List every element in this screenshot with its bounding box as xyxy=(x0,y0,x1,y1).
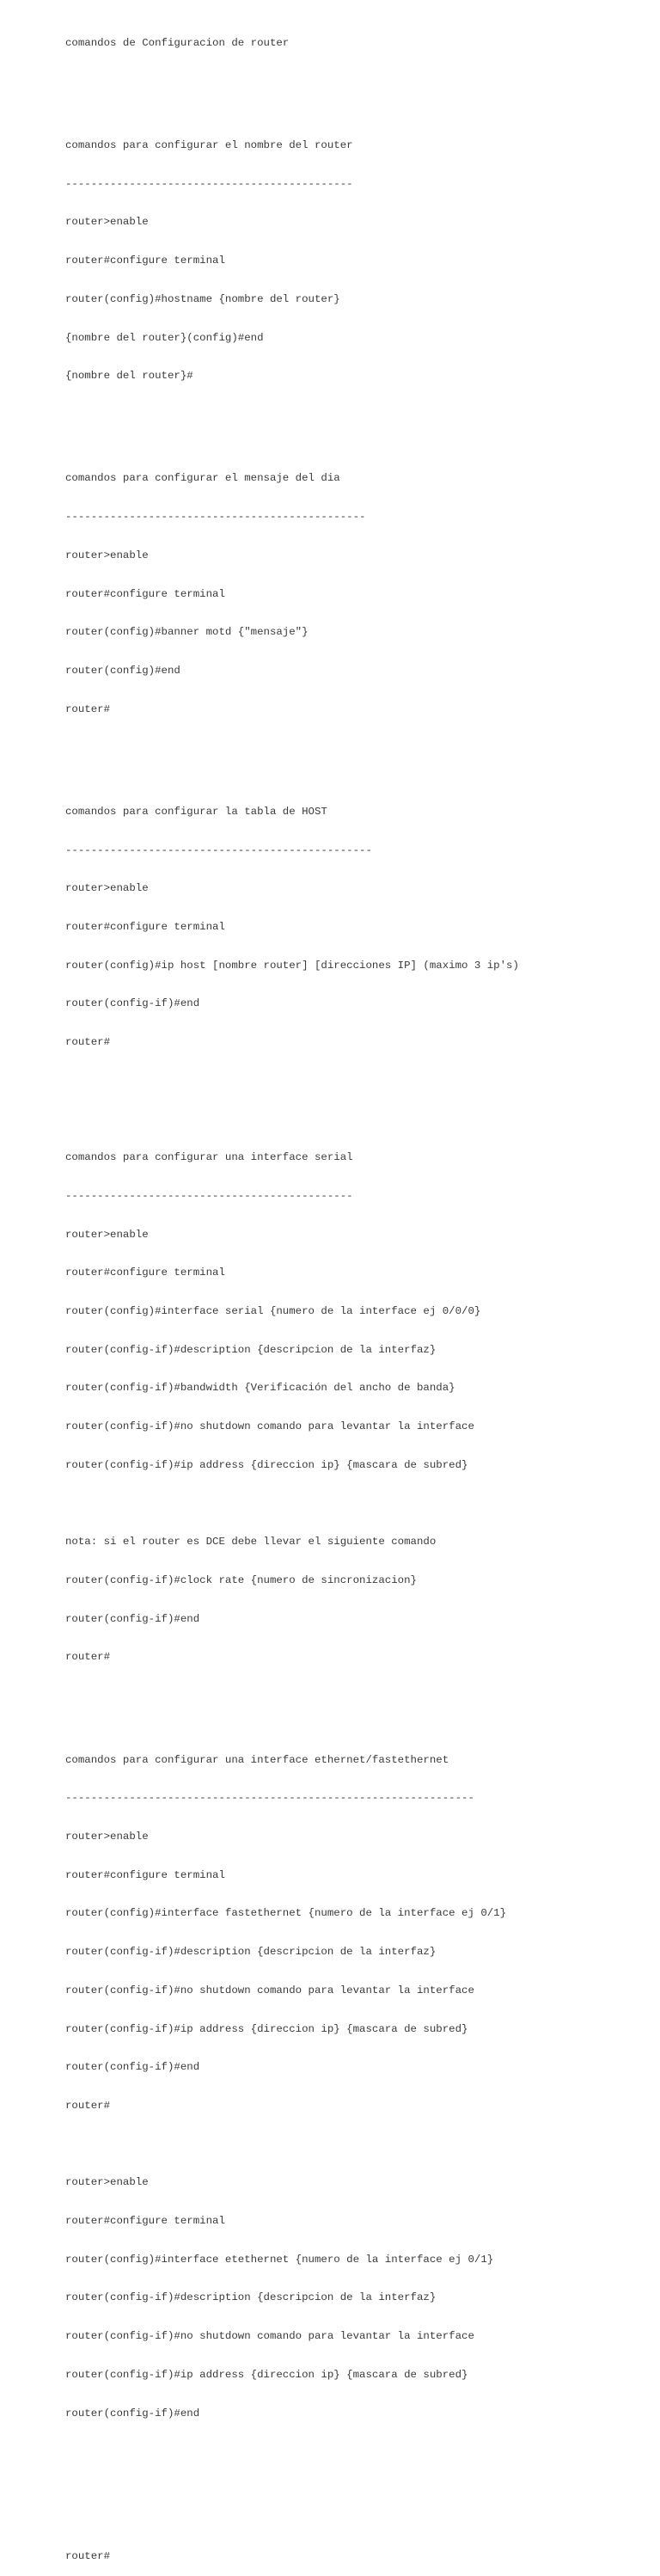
command-line: router(config)#ip host [nombre router] [direcciones IP] (maximo 3 ip's) xyxy=(65,959,519,972)
command-line: router# xyxy=(65,1651,111,1664)
command-line: router(config-if)#no shutdown comando para levantar la interface xyxy=(65,1984,474,1996)
command-line: router(config)#interface fastethernet {numero de la interface ej 0/1} xyxy=(65,1907,507,1920)
command-line: router>enable xyxy=(65,1228,149,1241)
command-line: router(config-if)#ip address {direccion ip} {mascara de subred} xyxy=(65,2368,468,2381)
command-line: router(config)#banner motd {"mensaje"} xyxy=(65,626,309,639)
section-heading: comandos para configurar una interface ethernet/fastethernet xyxy=(65,1753,449,1766)
section-rule: ------------------------------------------------ xyxy=(65,843,372,856)
command-line: router(config-if)#no shutdown comando para levantar la interface xyxy=(65,2330,474,2343)
command-line: router(config)#interface etethernet {numero de la interface ej 0/1} xyxy=(65,2253,494,2266)
command-line: router>enable xyxy=(65,2176,149,2189)
section-heading: comandos para configurar el mensaje del dia xyxy=(65,472,340,485)
section-heading: comandos para configurar una interface serial xyxy=(65,1151,353,1164)
document-title: comandos de Configuracion de router xyxy=(65,36,290,49)
note-line: nota: si el router es DCE debe llevar el siguiente comando xyxy=(65,1536,437,1549)
command-line: router(config-if)#clock rate {numero de sincronizacion} xyxy=(65,1573,417,1586)
command-line: router>enable xyxy=(65,549,149,561)
command-line: router#configure terminal xyxy=(65,1267,225,1279)
command-line: router>enable xyxy=(65,216,149,229)
command-line: {nombre del router}(config)#end xyxy=(65,331,264,344)
command-line: router(config-if)#no shutdown comando para levantar la interface xyxy=(65,1420,474,1433)
command-line-final: router# xyxy=(65,2550,111,2563)
command-line: router#configure terminal xyxy=(65,2215,225,2228)
command-line: router(config-if)#end xyxy=(65,1612,200,1625)
document-body xyxy=(65,11,650,2576)
section-rule: ----------------------------------------------- xyxy=(65,511,366,524)
command-line: router#configure terminal xyxy=(65,587,225,600)
section-heading: comandos para configurar el nombre del router xyxy=(65,139,353,152)
command-line: router# xyxy=(65,1036,111,1049)
command-line: router(config)#hostname {nombre del router} xyxy=(65,292,340,305)
command-line: router(config-if)#end xyxy=(65,2061,200,2074)
section-heading: comandos para configurar la tabla de HOST xyxy=(65,805,327,818)
section-rule: --------------------------------------------- xyxy=(65,177,353,190)
command-line: router(config-if)#description {descripcion de la interfaz} xyxy=(65,1946,437,1959)
command-line: router(config-if)#ip address {direccion ip} {mascara de subred} xyxy=(65,1458,468,1471)
command-line: router>enable xyxy=(65,882,149,895)
command-line: router(config)#interface serial {numero de la interface ej 0/0/0} xyxy=(65,1305,481,1318)
command-line: router# xyxy=(65,2099,111,2112)
command-line: router# xyxy=(65,702,111,715)
command-line: router(config-if)#description {descripcion de la interfaz} xyxy=(65,1343,437,1356)
command-line: router#configure terminal xyxy=(65,1868,225,1881)
command-line: router(config-if)#ip address {direccion ip} {mascara de subred} xyxy=(65,2022,468,2035)
command-line: {nombre del router}# xyxy=(65,370,193,383)
command-line: router(config-if)#end xyxy=(65,997,200,1010)
command-line: router#configure terminal xyxy=(65,255,225,267)
section-rule: --------------------------------------------- xyxy=(65,1189,353,1202)
section-rule: ---------------------------------------------------------------- xyxy=(65,1792,474,1805)
command-line: router(config-if)#bandwidth {Verificación del ancho de banda} xyxy=(65,1382,455,1395)
command-line: router(config-if)#end xyxy=(65,2407,200,2420)
command-line: router(config-if)#description {descripcion de la interfaz} xyxy=(65,2291,437,2304)
command-line: router#configure terminal xyxy=(65,921,225,934)
command-line: router(config)#end xyxy=(65,664,180,677)
command-line: router>enable xyxy=(65,1831,149,1843)
